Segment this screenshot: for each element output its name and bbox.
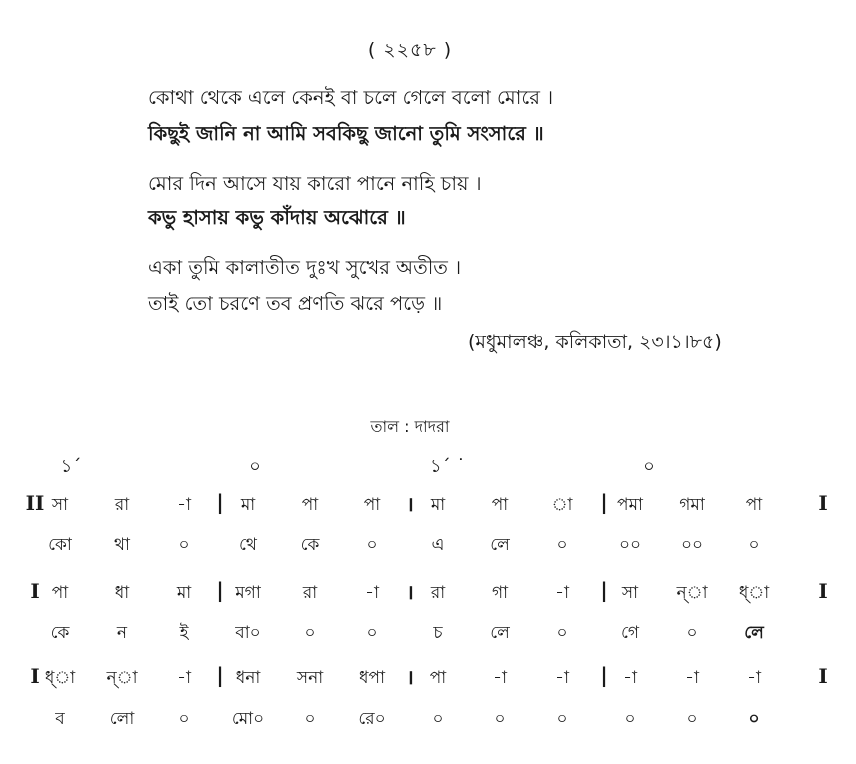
bar-line-start: I	[30, 664, 40, 688]
lyric-syllable: ০	[748, 535, 760, 555]
lyric-syllable: কে	[50, 623, 70, 643]
lyric-line-6: তাই তো চরণে তব প্রণতি ঝরে পড়ে ॥	[148, 292, 443, 315]
swara-note: পা	[745, 495, 763, 515]
swara-note: -া	[493, 668, 507, 688]
lyric-syllable: লো	[109, 709, 135, 729]
swara-note: রা	[114, 495, 130, 515]
swara-note: ধনা	[235, 668, 261, 688]
swara-note: পা	[491, 495, 509, 515]
bar-line-start: II	[25, 491, 45, 515]
lyric-line-3: মোর দিন আসে যায় কারো পানে নাহি চায় ।	[148, 172, 482, 195]
swara-note: -া	[685, 668, 699, 688]
swara-note: মগা	[235, 583, 261, 603]
swara-note: ধা	[114, 583, 130, 603]
swara-note: ধপা	[359, 668, 385, 688]
lyric-line-2: কিছুই জানি না আমি সবকিছু জানো তুমি সংসারে ॥	[148, 122, 544, 145]
swara-note: পা	[363, 495, 381, 515]
swara-note: রা	[430, 583, 446, 603]
swara-note: রা	[302, 583, 318, 603]
lyric-syllable: ০০	[680, 535, 704, 555]
bar-divider: |	[600, 490, 608, 514]
swara-note: পা	[301, 495, 319, 515]
lyric-syllable: লে	[744, 623, 764, 643]
beat-marker: ১´	[60, 456, 82, 477]
bar-divider: |	[600, 578, 608, 602]
swara-note: সনা	[296, 668, 324, 688]
lyric-syllable: ০	[748, 709, 760, 729]
swara-note: া	[551, 495, 573, 515]
lyric-syllable: এ	[431, 535, 445, 555]
lyric-syllable: লে	[490, 623, 510, 643]
lyric-syllable: ০	[556, 535, 568, 555]
swara-note: -া	[747, 668, 761, 688]
taal-label: তাল : দাদরা	[370, 417, 450, 436]
lyric-syllable: ০	[366, 623, 378, 643]
lyric-syllable: ০	[686, 623, 698, 643]
lyric-syllable: ০	[432, 709, 444, 729]
bar-line-end: I	[818, 664, 828, 688]
swara-note: ন্‌া	[106, 668, 138, 688]
lyric-syllable: লে	[490, 535, 510, 555]
swara-note: মা	[176, 583, 192, 603]
lyric-syllable: বা০	[235, 623, 261, 643]
swara-note: -া	[555, 583, 569, 603]
lyric-syllable: চ	[433, 623, 443, 643]
lyric-syllable: ০	[304, 623, 316, 643]
bar-line-end: I	[818, 491, 828, 515]
swara-note: মা	[240, 495, 256, 515]
swara-note: -া	[365, 583, 379, 603]
lyric-syllable: ০	[178, 535, 190, 555]
bar-divider: |	[216, 490, 224, 514]
swara-note: পা	[51, 583, 69, 603]
swara-note: গা	[491, 583, 509, 603]
bar-divider: ।	[406, 665, 414, 689]
lyric-syllable: মো০	[231, 709, 265, 729]
bar-divider: ।	[406, 580, 414, 604]
swara-note: -া	[177, 495, 191, 515]
swara-note: সা	[51, 495, 69, 515]
lyric-syllable: ব	[55, 709, 65, 729]
bar-divider: ।	[406, 492, 414, 516]
bar-line-start: I	[30, 579, 40, 603]
bar-divider: |	[216, 663, 224, 687]
swara-note: মা	[430, 495, 446, 515]
lyric-syllable: ০	[556, 623, 568, 643]
lyric-syllable: ০	[556, 709, 568, 729]
swara-note: পা	[429, 668, 447, 688]
lyric-syllable: ন	[116, 623, 128, 643]
beat-marker: ১´ ˙	[430, 456, 466, 477]
swara-note: ধ্‌া	[738, 583, 770, 603]
bar-line-end: I	[818, 579, 828, 603]
lyric-line-5: একা তুমি কালাতীত দুঃখ সুখের অতীত ।	[148, 256, 462, 279]
lyric-syllable: ০	[366, 535, 378, 555]
lyric-syllable: ০	[178, 709, 190, 729]
lyric-syllable: ই	[179, 623, 189, 643]
lyric-line-4: কভু হাসায় কভু কাঁদায় অঝোরে ॥	[148, 206, 406, 229]
lyric-syllable: কে	[300, 535, 320, 555]
swara-note: ন্‌া	[676, 583, 708, 603]
lyric-line-1: কোথা থেকে এলে কেনই বা চলে গেলে বলো মোরে ।	[148, 86, 554, 109]
swara-note: ধ্‌া	[44, 668, 76, 688]
lyric-syllable: রে০	[358, 709, 386, 729]
swara-note: -া	[555, 668, 569, 688]
lyric-syllable: ০	[304, 709, 316, 729]
swara-note: গমা	[679, 495, 705, 515]
lyric-syllable: গে	[620, 623, 640, 643]
lyric-syllable: ০	[494, 709, 506, 729]
swara-note: পমা	[617, 495, 643, 515]
song-number: ( ২২৫৮ )	[367, 39, 453, 61]
lyric-syllable: ০	[624, 709, 636, 729]
source-citation: (মধুমালঞ্চ, কলিকাতা, ২৩।১।৮৫)	[468, 331, 722, 353]
swara-note: সা	[621, 583, 639, 603]
bar-divider: |	[600, 663, 608, 687]
swara-note: -া	[177, 668, 191, 688]
lyric-syllable: কো	[48, 535, 72, 555]
swara-note: -া	[623, 668, 637, 688]
bar-divider: |	[216, 578, 224, 602]
lyric-syllable: থে	[239, 535, 257, 555]
beat-marker: ০	[643, 456, 655, 477]
lyric-syllable: ০	[686, 709, 698, 729]
lyric-syllable: ০০	[618, 535, 642, 555]
lyric-syllable: থা	[114, 535, 130, 555]
beat-marker: ০	[249, 456, 261, 477]
